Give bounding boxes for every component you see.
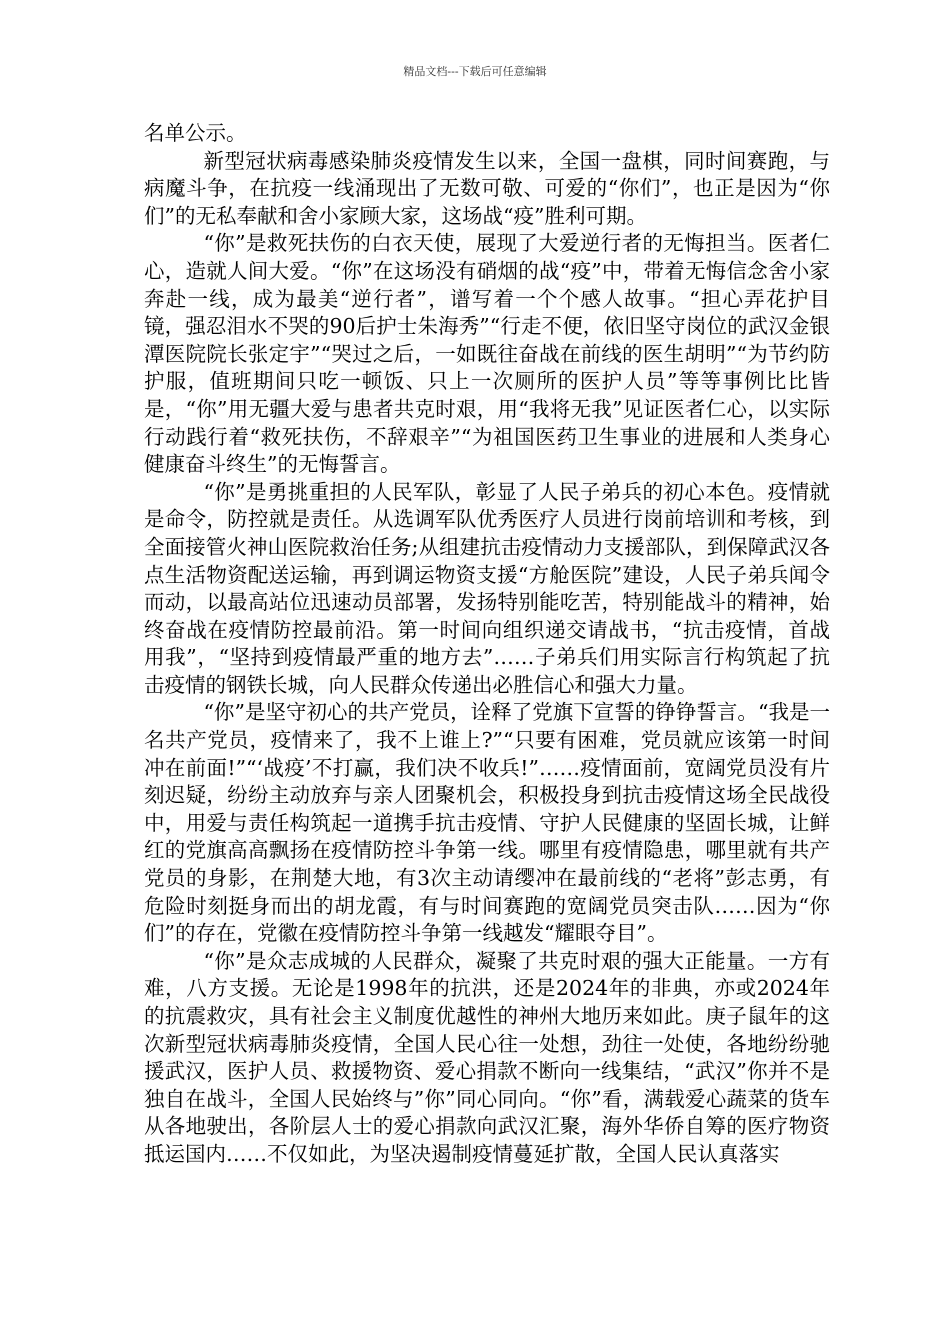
document-body — [144, 120, 830, 1169]
paragraph: “你”是勇挑重担的人民军队，彰显了人民子弟兵的初心本色。疫情就是命令，防控就是责任。从选调军队优秀医疗人员进行岗前培训和考核，到全面接管火神山医院救治任务;从组建抗击疫情动力支援部队，到保障武汉各点生活物资配送运输，再到调运物资支援“方舱医院”建设，人民子弟兵闻令而动，以最高站位迅速动员部署，发扬特别能吃苦，特别能战斗的精神，始终奋战在疫情防控最前沿。第一时间向组织递交请战书，“抗击疫情，首战用我”，“坚持到疫情最严重的地方去”……子弟兵们用实际言行构筑起了抗击疫情的钢铁长城，向人民群众传递出必胜信心和强大力量。 — [144, 479, 830, 697]
page-header: 精品文档---下载后可任意编辑 — [403, 65, 547, 78]
paragraph: “你”是众志成城的人民群众，凝聚了共克时艰的强大正能量。一方有难，八方支援。无论是1998年的抗洪，还是2024年的非典，亦或2024年的抗震救灾，具有社会主义制度优越性的神州大地历来如此。庚子鼠年的这次新型冠状病毒肺炎疫情，全国人民心往一处想，劲往一处使，各地纷纷驰援武汉，医护人员、救援物资、爱心捐款不断向一线集结，“武汉”你并不是独自在战斗，全国人民始终与”你”同心同向。“你”看，满载爱心蔬菜的货车从各地驶出，各阶层人士的爱心捐款向武汉汇聚，海外华侨自筹的医疗物资抵运国内……不仅如此，为坚决遏制疫情蔓延扩散，全国人民认真落实 — [144, 948, 830, 1166]
paragraph: “你”是坚守初心的共产党员，诠释了党旗下宣誓的铮铮誓言。“我是一名共产党员，疫情来了，我不上谁上?”“只要有困难，党员就应该第一时间冲在前面!”“‘战疫’不打赢，我们决不收兵!”……疫情面前，宽阔党员没有片刻迟疑，纷纷主动放弃与亲人团聚机会，积极投身到抗击疫情这场全民战役中，用爱与责任构筑起一道携手抗击疫情、守护人民健康的坚固长城，让鲜红的党旗高高飘扬在疫情防控斗争第一线。哪里有疫情隐患，哪里就有共产党员的身影，在荆楚大地，有3次主动请缨冲在最前线的“老将”彭志勇，有危险时刻挺身而出的胡龙霞，有与时间赛跑的宽阔党员突击队……因为“你们”的存在，党徽在疫情防控斗争第一线越发“耀眼夺目”。 — [144, 700, 830, 946]
paragraph: 新型冠状病毒感染肺炎疫情发生以来，全国一盘棋，同时间赛跑，与病魔斗争，在抗疫一线涌现出了无数可敬、可爱的“你们”，也正是因为“你们”的无私奉献和舍小家顾大家，这场战“疫”胜利可期。 — [144, 148, 830, 228]
paragraph: “你”是救死扶伤的白衣天使，展现了大爱逆行者的无悔担当。医者仁心，造就人间大爱。“你”在这场没有硝烟的战“疫”中，带着无悔信念舍小家奔赴一线，成为最美“逆行者”，谱写着一个个感人故事。“担心弄花护目镜，强忍泪水不哭的90后护士朱海秀”“行走不便，依旧坚守岗位的武汉金银潭医院院长张定宇”“哭过之后，一如既往奋战在前线的医生胡明”“为节约防护服，值班期间只吃一顿饭、只上一次厕所的医护人员”等等事例比比皆是，“你”用无疆大爱与患者共克时艰，用“我将无我”见证医者仁心，以实际行动践行着“救死扶伤，不辞艰辛”“为祖国医药卫生事业的进展和人类身心健康奋斗终生”的无悔誓言。 — [144, 231, 830, 477]
paragraph-continuation: 名单公示。 — [144, 121, 247, 145]
